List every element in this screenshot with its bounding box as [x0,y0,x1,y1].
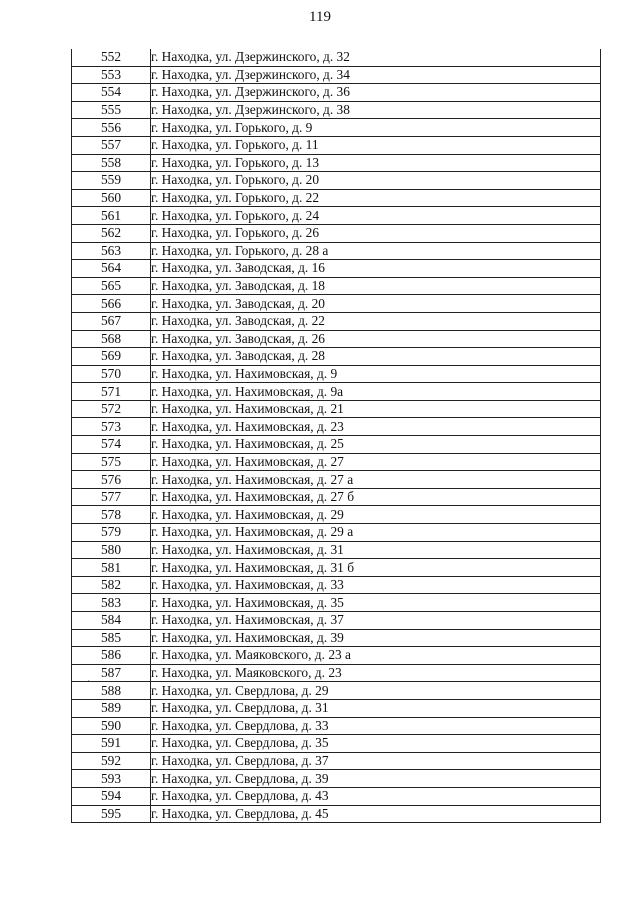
table-row [72,189,601,207]
address-cell: г. Находка, ул. Нахимовская, д. 27 [151,453,601,471]
address-cell: г. Находка, ул. Нахимовская, д. 21 [151,400,601,418]
table-row [72,488,601,506]
table-row [72,365,601,383]
table-row [72,506,601,524]
table-row [72,436,601,454]
table-row [72,664,601,682]
row-number-cell: 561 [72,207,151,225]
row-number-cell: 569 [72,348,151,366]
row-number-cell: 590 [72,717,151,735]
table-row [72,172,601,190]
address-cell: г. Находка, ул. Нахимовская, д. 25 [151,436,601,454]
table-row [72,119,601,137]
address-cell: г. Находка, ул. Нахимовская, д. 31 б [151,559,601,577]
address-cell: г. Находка, ул. Горького, д. 24 [151,207,601,225]
address-cell: г. Находка, ул. Нахимовская, д. 29 [151,506,601,524]
table-row [72,224,601,242]
table-row [72,699,601,717]
row-number-cell: 555 [72,101,151,119]
row-number-cell: 587 [72,664,151,682]
row-number-cell: 588 [72,682,151,700]
address-cell: г. Находка, ул. Свердлова, д. 29 [151,682,601,700]
table-row [72,136,601,154]
row-number-cell: 593 [72,770,151,788]
row-number-cell: 554 [72,84,151,102]
address-cell: г. Находка, ул. Свердлова, д. 37 [151,752,601,770]
row-number-cell: 558 [72,154,151,172]
table-row [72,717,601,735]
table-row [72,576,601,594]
address-cell: г. Находка, ул. Свердлова, д. 39 [151,770,601,788]
address-cell: г. Находка, ул. Нахимовская, д. 29 а [151,524,601,542]
table-row [72,770,601,788]
address-cell: г. Находка, ул. Нахимовская, д. 23 [151,418,601,436]
table-row [72,629,601,647]
address-cell: г. Находка, ул. Горького, д. 28 а [151,242,601,260]
address-cell: г. Находка, ул. Нахимовская, д. 33 [151,576,601,594]
table-row [72,312,601,330]
address-cell: г. Находка, ул. Нахимовская, д. 9 [151,365,601,383]
address-cell: г. Находка, ул. Свердлова, д. 45 [151,805,601,823]
address-cell: г. Находка, ул. Свердлова, д. 35 [151,735,601,753]
address-cell: г. Находка, ул. Заводская, д. 16 [151,260,601,278]
address-cell: г. Находка, ул. Нахимовская, д. 27 а [151,471,601,489]
address-cell: г. Находка, ул. Дзержинского, д. 36 [151,84,601,102]
row-number-cell: 579 [72,524,151,542]
address-cell: г. Находка, ул. Заводская, д. 20 [151,295,601,313]
table-row [72,277,601,295]
table-row [72,242,601,260]
row-number-cell: 565 [72,277,151,295]
address-cell: г. Находка, ул. Свердлова, д. 31 [151,699,601,717]
address-cell: г. Находка, ул. Горького, д. 20 [151,172,601,190]
row-number-cell: 563 [72,242,151,260]
row-number-cell: 592 [72,752,151,770]
row-number-cell: 584 [72,612,151,630]
address-cell: г. Находка, ул. Заводская, д. 26 [151,330,601,348]
row-number-cell: 586 [72,647,151,665]
page-number: 119 [309,9,331,25]
address-cell: г. Находка, ул. Маяковского, д. 23 [151,664,601,682]
table-row [72,330,601,348]
table-row [72,647,601,665]
row-number-cell: 577 [72,488,151,506]
row-number-cell: 566 [72,295,151,313]
address-cell: г. Находка, ул. Горького, д. 11 [151,136,601,154]
row-number-cell: 560 [72,189,151,207]
address-cell: г. Находка, ул. Нахимовская, д. 37 [151,612,601,630]
address-cell: г. Находка, ул. Маяковского, д. 23 а [151,647,601,665]
row-number-cell: 580 [72,541,151,559]
row-number-cell: 595 [72,805,151,823]
address-cell: г. Находка, ул. Заводская, д. 22 [151,312,601,330]
address-table-body [72,49,601,823]
address-cell: г. Находка, ул. Нахимовская, д. 35 [151,594,601,612]
table-row [72,66,601,84]
address-cell: г. Находка, ул. Нахимовская, д. 27 б [151,488,601,506]
table-row [72,682,601,700]
address-table-container [71,49,601,823]
address-cell: г. Находка, ул. Заводская, д. 28 [151,348,601,366]
table-row [72,524,601,542]
row-number-cell: 567 [72,312,151,330]
address-table [71,49,601,823]
table-row [72,541,601,559]
address-cell: г. Находка, ул. Нахимовская, д. 31 [151,541,601,559]
stray-mark: . [87,670,91,685]
table-row [72,295,601,313]
row-number-cell: 589 [72,699,151,717]
row-number-cell: 578 [72,506,151,524]
table-row [72,453,601,471]
address-cell: г. Находка, ул. Нахимовская, д. 39 [151,629,601,647]
row-number-cell: 557 [72,136,151,154]
address-cell: г. Находка, ул. Дзержинского, д. 32 [151,49,601,66]
table-row [72,154,601,172]
address-cell: г. Находка, ул. Нахимовская, д. 9а [151,383,601,401]
address-cell: г. Находка, ул. Дзержинского, д. 34 [151,66,601,84]
row-number-cell: 594 [72,787,151,805]
row-number-cell: 571 [72,383,151,401]
table-row [72,612,601,630]
address-cell: г. Находка, ул. Горького, д. 13 [151,154,601,172]
address-cell: г. Находка, ул. Горького, д. 22 [151,189,601,207]
table-row [72,805,601,823]
table-row [72,471,601,489]
row-number-cell: 575 [72,453,151,471]
row-number-cell: 573 [72,418,151,436]
table-row [72,348,601,366]
row-number-cell: 568 [72,330,151,348]
row-number-cell: 556 [72,119,151,137]
row-number-cell: 574 [72,436,151,454]
table-row [72,735,601,753]
row-number-cell: 585 [72,629,151,647]
row-number-cell: 581 [72,559,151,577]
row-number-cell: 582 [72,576,151,594]
table-row [72,101,601,119]
address-cell: г. Находка, ул. Свердлова, д. 43 [151,787,601,805]
row-number-cell: 576 [72,471,151,489]
table-row [72,400,601,418]
table-row [72,383,601,401]
table-row [72,787,601,805]
row-number-cell: 591 [72,735,151,753]
address-cell: г. Находка, ул. Заводская, д. 18 [151,277,601,295]
table-row [72,260,601,278]
row-number-cell: 559 [72,172,151,190]
row-number-cell: 572 [72,400,151,418]
row-number-cell: 570 [72,365,151,383]
table-row [72,207,601,225]
address-cell: г. Находка, ул. Горького, д. 26 [151,224,601,242]
row-number-cell: 564 [72,260,151,278]
table-row [72,559,601,577]
address-cell: г. Находка, ул. Дзержинского, д. 38 [151,101,601,119]
row-number-cell: 562 [72,224,151,242]
row-number-cell: 552 [72,49,151,66]
table-row [72,49,601,66]
table-row [72,84,601,102]
row-number-cell: 583 [72,594,151,612]
address-cell: г. Находка, ул. Горького, д. 9 [151,119,601,137]
address-cell: г. Находка, ул. Свердлова, д. 33 [151,717,601,735]
table-row [72,752,601,770]
table-row [72,418,601,436]
table-row [72,594,601,612]
row-number-cell: 553 [72,66,151,84]
